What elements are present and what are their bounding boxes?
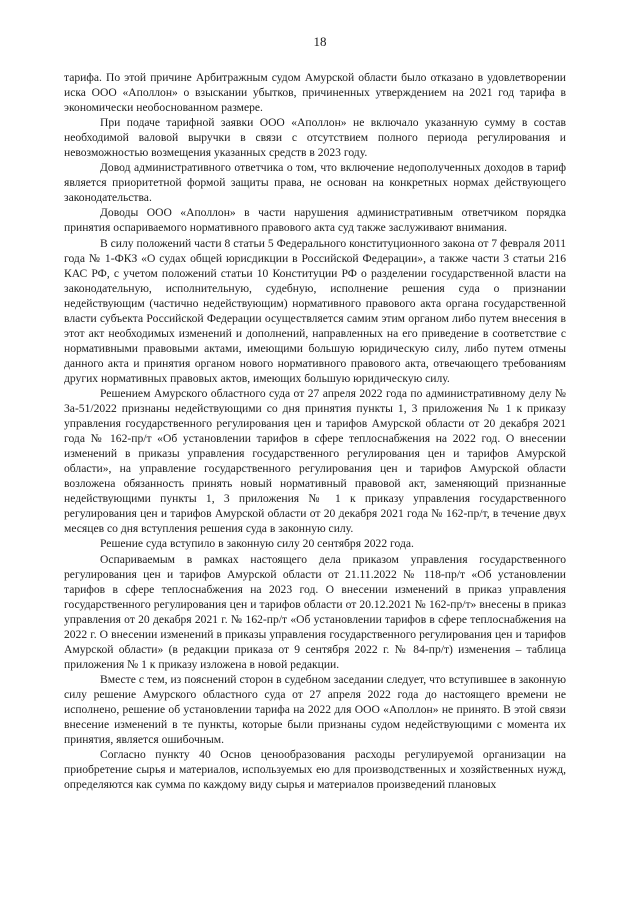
page-number: 18 bbox=[313, 34, 327, 49]
paragraph: При подаче тарифной заявки ООО «Аполлон» не включало указанную сумму в состав необходимой валовой выручки в связи с отсутствием полного периода регулирования и невозможностью возмещения указанных средств в 2023 году. bbox=[64, 116, 566, 160]
paragraph: тарифа. По этой причине Арбитражным судом Амурской области было отказано в удовлетворении иска ООО «Аполлон» о взыскании убытков, причиненных утверждением на 2021 год тарифа в экономически необоснованном размере. bbox=[64, 71, 566, 115]
paragraph: В силу положений части 8 статьи 5 Федерального конституционного закона от 7 февраля 2011 года № 1-ФКЗ «О судах общей юрисдикции в Российской Федерации», а также части 3 статьи 216 КАС РФ, с учетом положений статьи 10 Конституции РФ о разделении государственной власти на законодательную, исполнительную, судебную, исполнение решения суда о признании недействующим (частично недействующим) нормативного правового акта органа государственной власти субъекта Российской Федерации осуществляется самим этим органом либо путем внесения в этот акт необходимых изменений и дополнений, направленных на его приведение в соответствие с нормативными правовыми актами, имеющими большую юридическую силу, либо путем отмены данного акта и принятия органом нового нормативного правового акта, отвечающего требованиям других нормативных правовых актов, имеющих большую юридическую силу. bbox=[64, 236, 566, 385]
paragraph: Решением Амурского областного суда от 27 апреля 2022 года по административному делу № 3а-51/2022 признаны недействующими со дня принятия пункты 1, 3 приложения № 1 к приказу управления государственного регулирования цен и тарифов Амурской области от 20 декабря 2021 года № 162-пр/т «Об установлении тарифов в сфере теплоснабжения на 2022 год. О внесении изменений в приказы управления государственного регулирования цен и тарифов Амурской области», на управление государственного регулирования цен и тарифов Амурской области возложена обязанность принять новый нормативный правовой акт, заменяющий признанные недействующими пункты 1, 3 приложения № 1 к приказу управления государственного регулирования цен и тарифов Амурской области от 20 декабря 2021 года № 162-пр/т, в течение двух месяцев со дня вступления решения суда в законную силу. bbox=[64, 386, 566, 536]
paragraph: Доводы ООО «Аполлон» в части нарушения административным ответчиком порядка принятия оспариваемого нормативного правового акта суд также заслуживают внимания. bbox=[64, 206, 566, 235]
paragraph: Вместе с тем, из пояснений сторон в судебном заседании следует, что вступившее в законную силу решение Амурского областного суда от 27 апреля 2022 года до настоящего времени не исполнено, решение об установлении тарифа на 2022 для ООО «Аполлон» не принято. В этой связи внесение изменений в те пункты, которые были признаны судом недействующими с момента их принятия, является ошибочным. bbox=[64, 672, 566, 747]
document-body bbox=[64, 70, 566, 792]
paragraph: Согласно пункту 40 Основ ценообразования расходы регулируемой организации на приобретение сырья и материалов, используемых ею для производственных и хозяйственных нужд, определяются как сумма по каждому виду сырья и материалов произведений плановых bbox=[64, 748, 566, 792]
paragraph: Решение суда вступило в законную силу 20 сентября 2022 года. bbox=[100, 537, 414, 551]
paragraph: Оспариваемым в рамках настоящего дела приказом управления государственного регулирования цен и тарифов Амурской области от 21.11.2022 № 118-пр/т «Об установлении тарифов в сфере теплоснабжения на 2023 год. О внесении изменений в приказ управления государственного регулирования цен и тарифов области от 20.12.2021 № 162-пр/т» внесены в приказ управления от 20 декабря 2021 г. № 162-пр/т «Об установлении тарифов в сфере теплоснабжения на 2022 г. О внесении изменений в приказы управления государственного регулирования цен и тарифов Амурской области» (в редакции приказа от 9 сентября 2022 г. № 84-пр/т) изменения – таблица приложения № 1 к приказу изложена в новой редакции. bbox=[64, 552, 566, 671]
paragraph: Довод административного ответчика о том, что включение недополученных доходов в тариф является приоритетной формой защиты права, не основан на конкретных нормах действующего законодательства. bbox=[64, 161, 566, 205]
